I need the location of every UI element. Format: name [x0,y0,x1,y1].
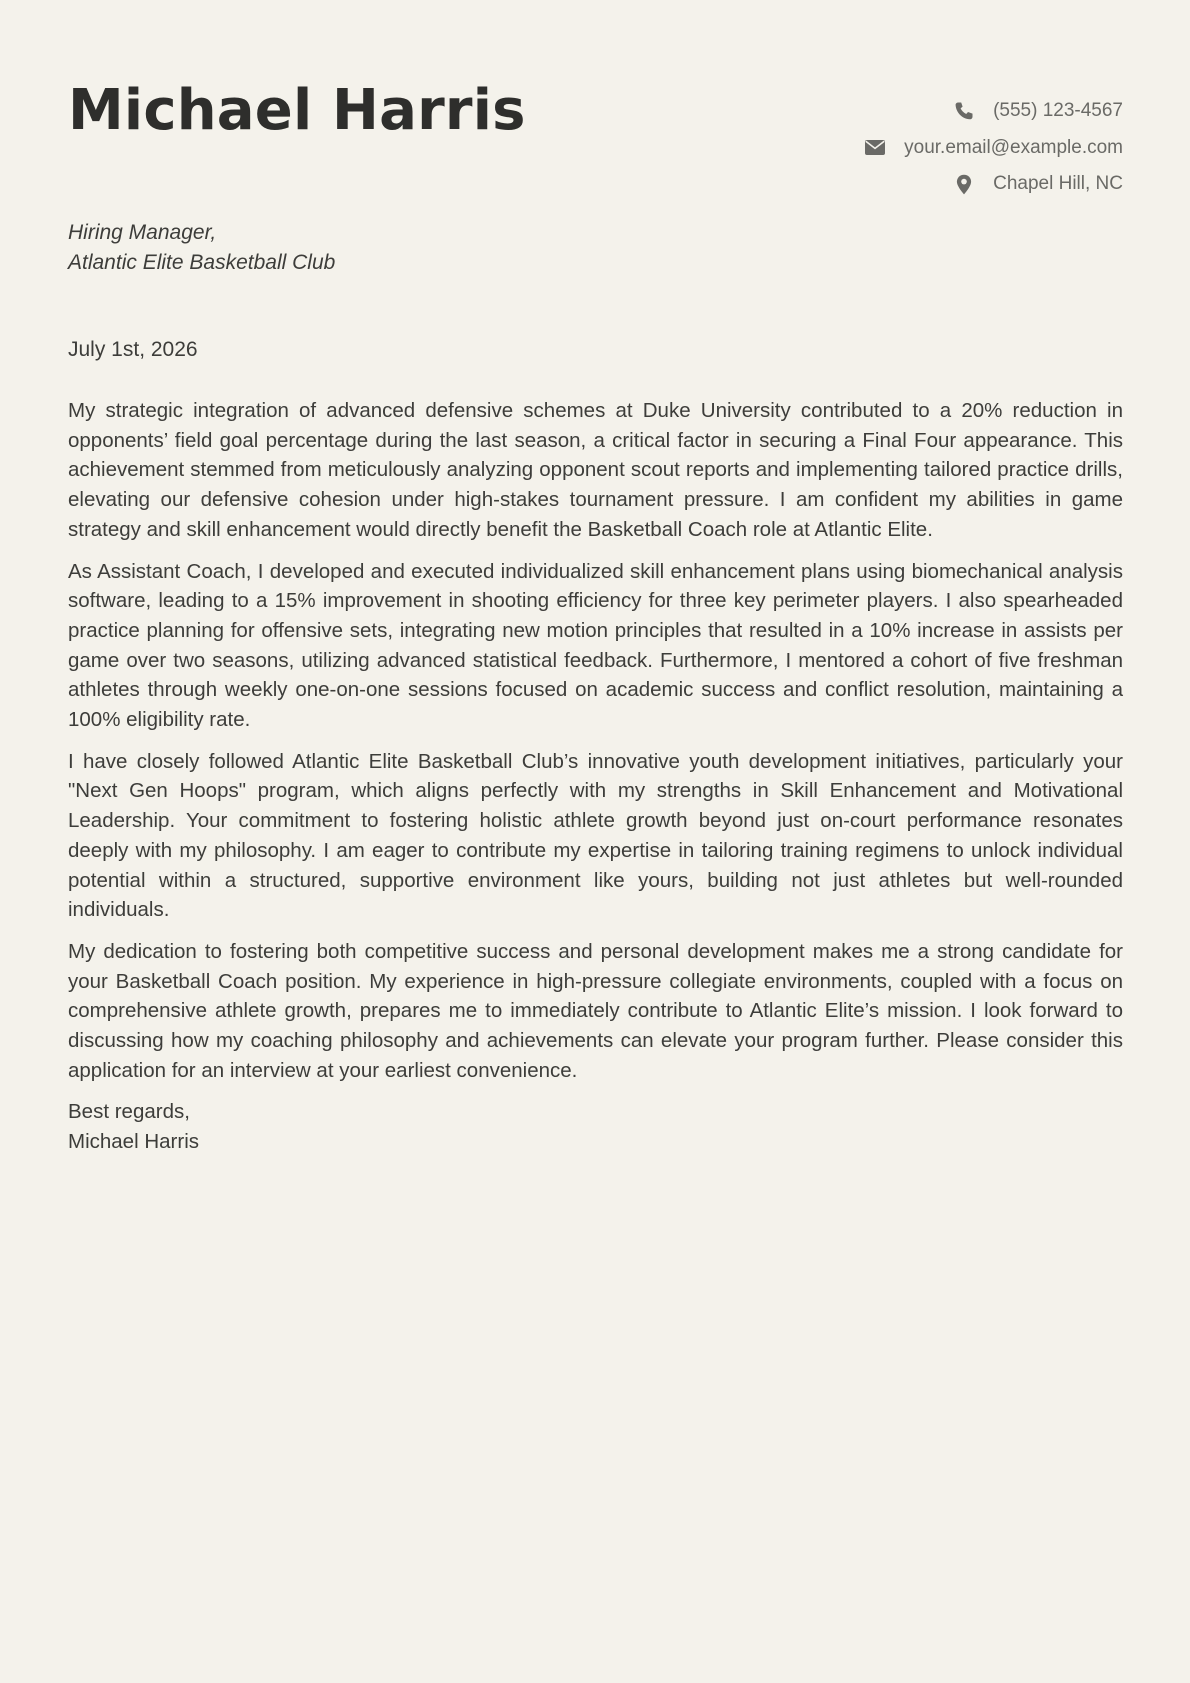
contact-email: your.email@example.com [904,136,1123,158]
closing-salutation: Best regards, [68,1100,190,1124]
envelope-icon [862,137,888,159]
map-pin-icon [951,173,977,195]
recipient-organization: Atlantic Elite Basketball Club [68,251,336,274]
applicant-name: Michael Harris [68,78,526,143]
cover-letter-page [68,0,1123,1683]
contact-phone-row [862,93,1123,130]
body-paragraph: My strategic integration of advanced defensive schemes at Duke University contributed to a 20% reduction in opponents’ field goal percentage during the last season, a critical factor in securing a Final Four appearance. This achievement stemmed from meticulously analyzing opponent scout reports and implementing tailored practice drills, elevating our defensive cohesion under high-stakes tournament pressure. I am confident my abilities in game strategy and skill enhancement would directly benefit the Basketball Coach role at Atlantic Elite. [68,399,1123,541]
body-paragraph: As Assistant Coach, I developed and executed individualized skill enhancement plans using biomechanical analysis software, leading to a 15% improvement in shooting efficiency for three key perimeter players. I also spearheaded practice planning for offensive sets, integrating new motion principles that resulted in a 10% increase in assists per game over two seasons, utilizing advanced statistical feedback. Furthermore, I mentored a cohort of five freshman athletes through weekly one-on-one sessions focused on academic success and conflict resolution, maintaining a 100% eligibility rate. [68,559,1123,732]
recipient-block [68,218,335,278]
recipient-title: Hiring Manager, [68,221,217,244]
letter-date: July 1st, 2026 [68,338,198,361]
contact-info [862,93,1123,203]
contact-email-row [862,130,1123,167]
letter-body [68,396,1123,1157]
phone-icon [951,100,977,122]
closing-signature: Michael Harris [68,1130,199,1154]
letter-header [68,0,1123,210]
contact-phone: (555) 123-4567 [993,100,1123,122]
closing-block [68,1097,1123,1156]
body-paragraph: My dedication to fostering both competitive success and personal development makes me a strong candidate for your Basketball Coach position. My experience in high-pressure collegiate environments, coupled with a focus on comprehensive athlete growth, prepares me to immediately contribute to Atlantic Elite’s mission. I look forward to discussing how my coaching philosophy and achievements can elevate your program further. Please consider this application for an interview at your earliest convenience. [68,939,1123,1082]
contact-location-row [862,166,1123,203]
contact-location: Chapel Hill, NC [993,173,1123,195]
body-paragraph: I have closely followed Atlantic Elite Basketball Club’s innovative youth development initiatives, particularly your "Next Gen Hoops" program, which aligns perfectly with my strengths in Skill Enhancement and Motivational Leadership. Your commitment to fostering holistic athlete growth beyond just on-court performance resonates deeply with my philosophy. I am eager to contribute my expertise in tailoring training regimens to unlock individual potential within a structured, supportive environment like yours, building not just athletes but well-rounded individuals. [68,749,1123,922]
